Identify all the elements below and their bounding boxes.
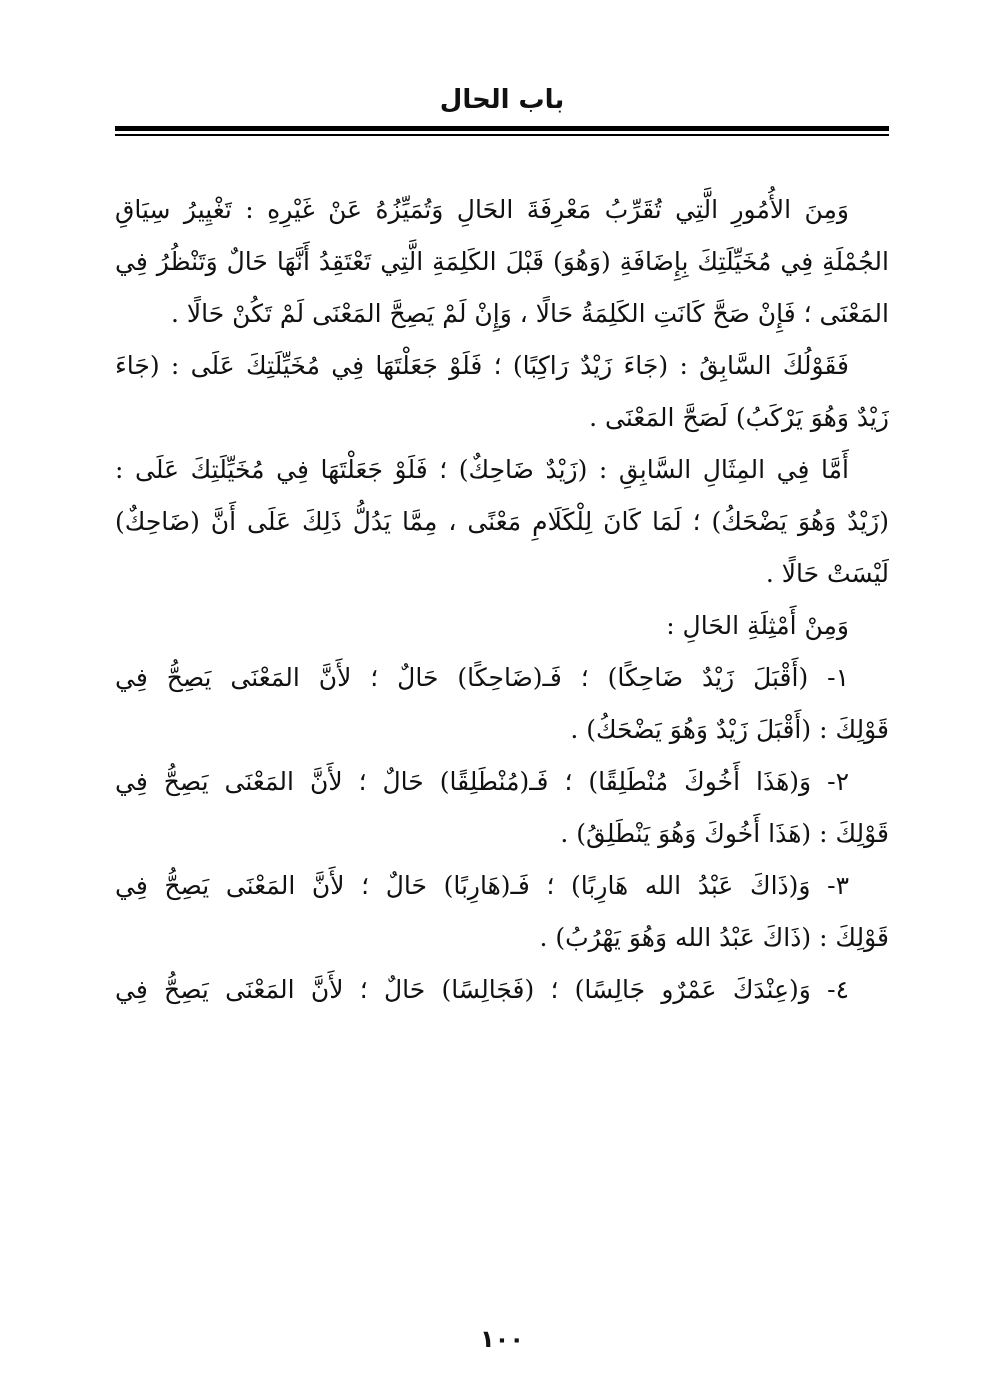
- text-line: قَوْلِكَ : (أَقْبَلَ زَيْدٌ وَهُوَ يَضْحَكُ) .: [570, 715, 889, 744]
- page-number: ١٠٠: [480, 1325, 524, 1353]
- text-line: ٢- وَ(هَذَا أَخُوكَ مُنْطَلِقًا) ؛ فَـ(مُنْطَلِقًا) حَالٌ ؛ لأَنَّ المَعْنَى يَصِحُّ فِي: [115, 767, 849, 796]
- chapter-title: باب الحال: [439, 85, 565, 115]
- text-line: ٤- وَ(عِنْدَكَ عَمْرٌو جَالِسًا) ؛ (فَجَالِسًا) حَالٌ ؛ لأَنَّ المَعْنَى يَصِحُّ فِي: [115, 975, 849, 1004]
- text-line: أَمَّا فِي المِثَالِ السَّابِقِ : (زَيْدٌ ضَاحِكٌ) ؛ فَلَوْ جَعَلْتَهَا فِي مُخَيِّلَتِكَ عَلَى :: [115, 455, 849, 484]
- text-line: ١- (أَقْبَلَ زَيْدٌ ضَاحِكًا) ؛ فَـ(ضَاحِكًا) حَالٌ ؛ لأَنَّ المَعْنَى يَصِحُّ فِي: [115, 663, 849, 692]
- text-line: فَقَوْلُكَ السَّابِقُ : (جَاءَ زَيْدٌ رَاكِبًا) ؛ فَلَوْ جَعَلْتَهَا فِي مُخَيِّلَتِكَ عَلَى : (جَاءَ: [115, 351, 849, 380]
- text-line: الجُمْلَةِ فِي مُخَيِّلَتِكَ بِإِضَافَةِ (وَهُوَ) قَبْلَ الكَلِمَةِ الَّتِي تَعْتَقِدُ أَنَّهَا حَالٌ وَتَنْظُرُ فِي: [115, 247, 889, 276]
- header-rule-thin: [115, 134, 889, 136]
- header-rule-thick: [115, 126, 889, 131]
- text-line: قَوْلِكَ : (ذَاكَ عَبْدُ الله وَهُوَ يَهْرُبُ) .: [539, 923, 889, 952]
- text-line: وَمِنَ الأُمُورِ الَّتِي تُقَرِّبُ مَعْرِفَةَ الحَالِ وَتُمَيِّزُهُ عَنْ غَيْرِهِ : تَغْيِيرُ سِيَاقِ: [115, 195, 849, 224]
- text-line: زَيْدٌ وَهُوَ يَرْكَبُ) لَصَحَّ المَعْنَى .: [589, 403, 889, 432]
- text-line: المَعْنَى ؛ فَإِنْ صَحَّ كَانَتِ الكَلِمَةُ حَالًا ، وَإِنْ لَمْ يَصِحَّ المَعْنَى لَمْ تَكُنْ حَالًا .: [170, 299, 889, 328]
- text-line: لَيْسَتْ حَالًا .: [765, 559, 889, 588]
- text-line: قَوْلِكَ : (هَذَا أَخُوكَ وَهُوَ يَنْطَلِقُ) .: [560, 819, 889, 848]
- text-line: ٣- وَ(ذَاكَ عَبْدُ الله هَارِبًا) ؛ فَـ(هَارِبًا) حَالٌ ؛ لأَنَّ المَعْنَى يَصِحُّ فِي: [115, 871, 849, 900]
- body-text: [115, 184, 889, 1016]
- text-line: (زَيْدٌ وَهُوَ يَضْحَكُ) ؛ لَمَا كَانَ لِلْكَلَامِ مَعْنًى ، مِمَّا يَدُلُّ ذَلِكَ عَلَى أَنَّ (ضَاحِكٌ): [115, 507, 889, 536]
- text-line: وَمِنْ أَمْثِلَةِ الحَالِ :: [666, 611, 849, 640]
